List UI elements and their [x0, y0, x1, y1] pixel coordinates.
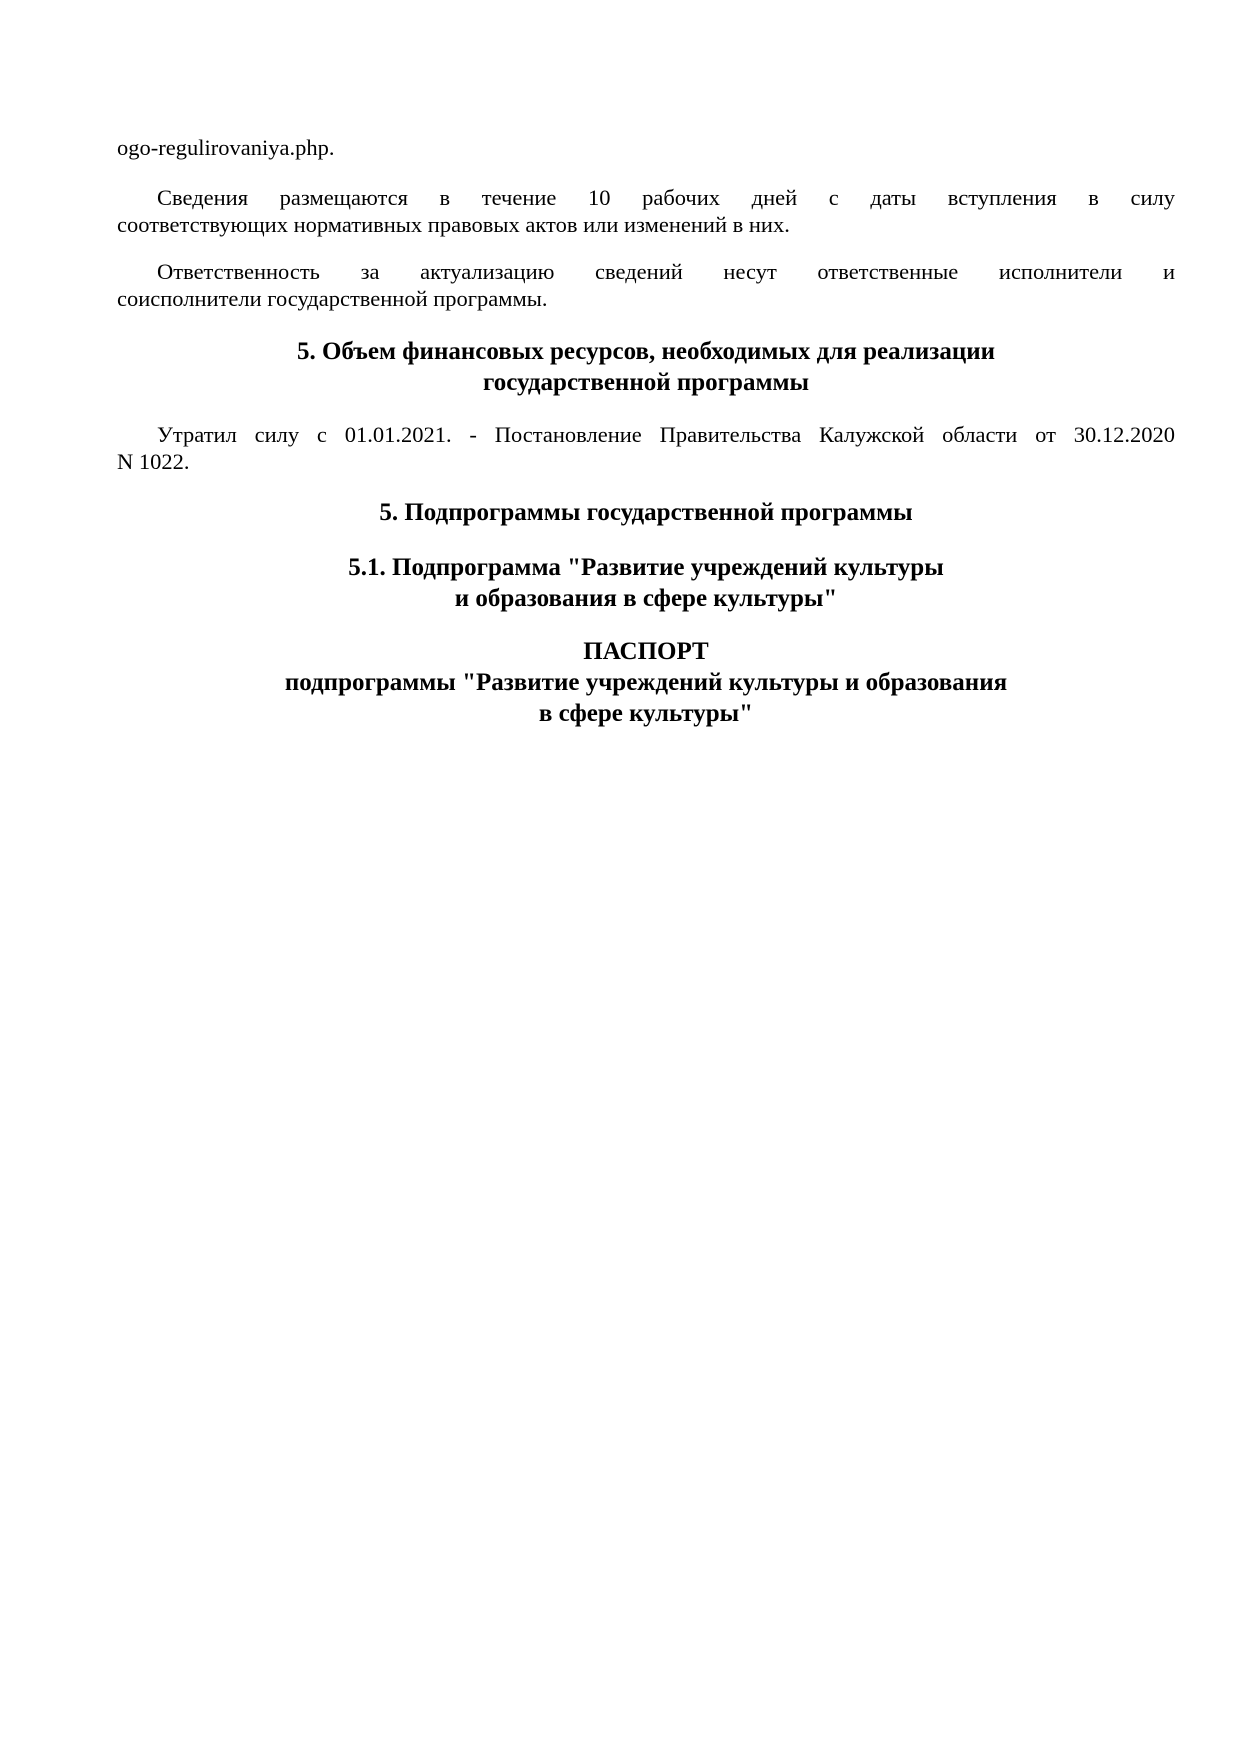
heading-line: в сфере культуры": [538, 700, 754, 727]
paragraph-line: соответствующих нормативных правовых актов или изменений в них.: [117, 212, 790, 237]
heading-line: 5. Подпрограммы государственной программы: [379, 499, 913, 526]
heading-line: 5. Объем финансовых ресурсов, необходимых для реализации: [296, 338, 996, 365]
paragraph-publication-period: [117, 184, 1175, 238]
heading-line: подпрограммы "Развитие учреждений культуры и образования: [284, 669, 1008, 696]
subsection-heading-5-1: [117, 552, 1175, 614]
paragraph-line: соисполнители государственной программы.: [117, 286, 548, 311]
heading-line: и образования в сфере культуры": [454, 585, 838, 612]
heading-line: государственной программы: [482, 369, 810, 396]
note-line: N 1022.: [117, 449, 190, 474]
paragraph-responsibility: [117, 258, 1175, 312]
passport-title: ПАСПОРТ: [583, 638, 709, 665]
url-continuation-text: ogo-regulirovaniya.php.: [117, 135, 335, 160]
heading-line: 5.1. Подпрограмма "Развитие учреждений культуры: [348, 554, 944, 581]
note-line: Утратил силу с 01.01.2021. - Постановление Правительства Калужской области от 30.12.2020: [157, 422, 1175, 447]
section-heading-financial-resources: [117, 336, 1175, 398]
repeal-note: [117, 421, 1175, 475]
paragraph-line: Сведения размещаются в течение 10 рабочих дней с даты вступления в силу: [157, 185, 1175, 210]
passport-heading: [117, 636, 1175, 729]
paragraph-line: Ответственность за актуализацию сведений несут ответственные исполнители и: [157, 259, 1175, 284]
section-heading-subprograms: [117, 497, 1175, 528]
